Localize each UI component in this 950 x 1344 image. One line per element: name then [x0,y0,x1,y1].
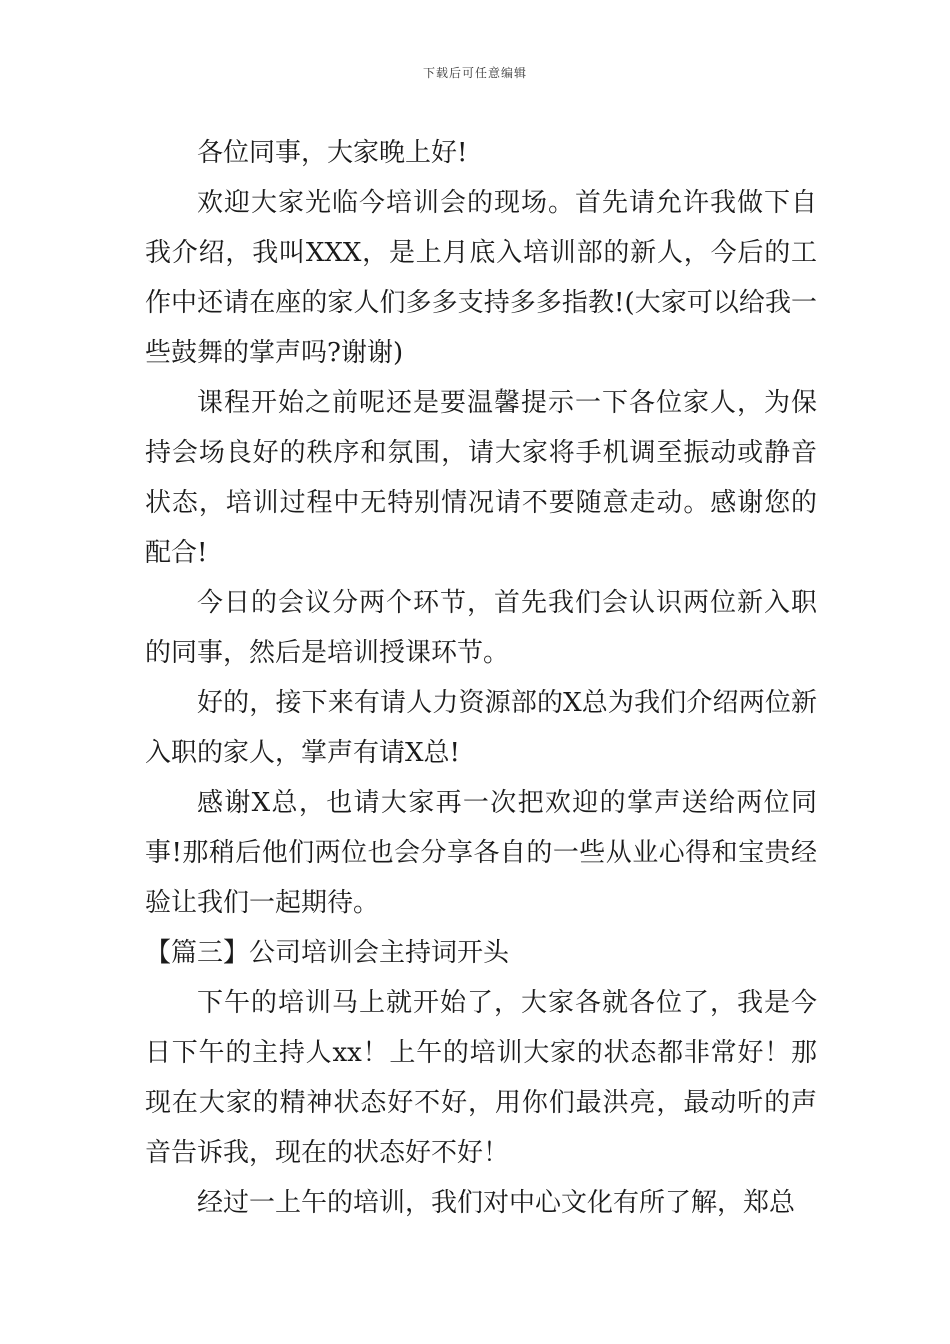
thanks-paragraph: 感谢X总，也请大家再一次把欢迎的掌声送给两位同事!那稍后他们两位也会分享各自的一些从业心得和宝贵经验让我们一起期待。 [145,788,817,918]
morning-recap-paragraph: 经过一上午的培训，我们对中心文化有所了解，郑总 [197,1188,796,1218]
greeting-paragraph: 各位同事，大家晚上好! [197,138,468,168]
reminder-paragraph: 课程开始之前呢还是要温馨提示一下各位家人，为保持会场良好的秩序和氛围，请大家将手机调至振动或静音状态，培训过程中无特别情况请不要随意走动。感谢您的配合! [145,388,817,568]
agenda-paragraph: 今日的会议分两个环节，首先我们会认识两位新入职的同事，然后是培训授课环节。 [145,588,817,668]
document-body [145,128,817,1228]
introduction-paragraph: 好的，接下来有请人力资源部的X总为我们介绍两位新入职的家人，掌声有请X总! [145,688,817,768]
afternoon-opening-paragraph: 下午的培训马上就开始了，大家各就各位了，我是今日下午的主持人xx！上午的培训大家的状态都非常好！那现在大家的精神状态好不好，用你们最洪亮，最动听的声音告诉我，现在的状态好不好！ [145,988,817,1168]
download-note: 下载后可任意编辑 [422,66,527,80]
welcome-paragraph: 欢迎大家光临今培训会的现场。首先请允许我做下自我介绍，我叫XXX，是上月底入培训部的新人，今后的工作中还请在座的家人们多多支持多多指教!(大家可以给我一些鼓舞的掌声吗?谢谢) [145,188,817,368]
section-heading: 【篇三】公司培训会主持词开头 [145,938,510,968]
